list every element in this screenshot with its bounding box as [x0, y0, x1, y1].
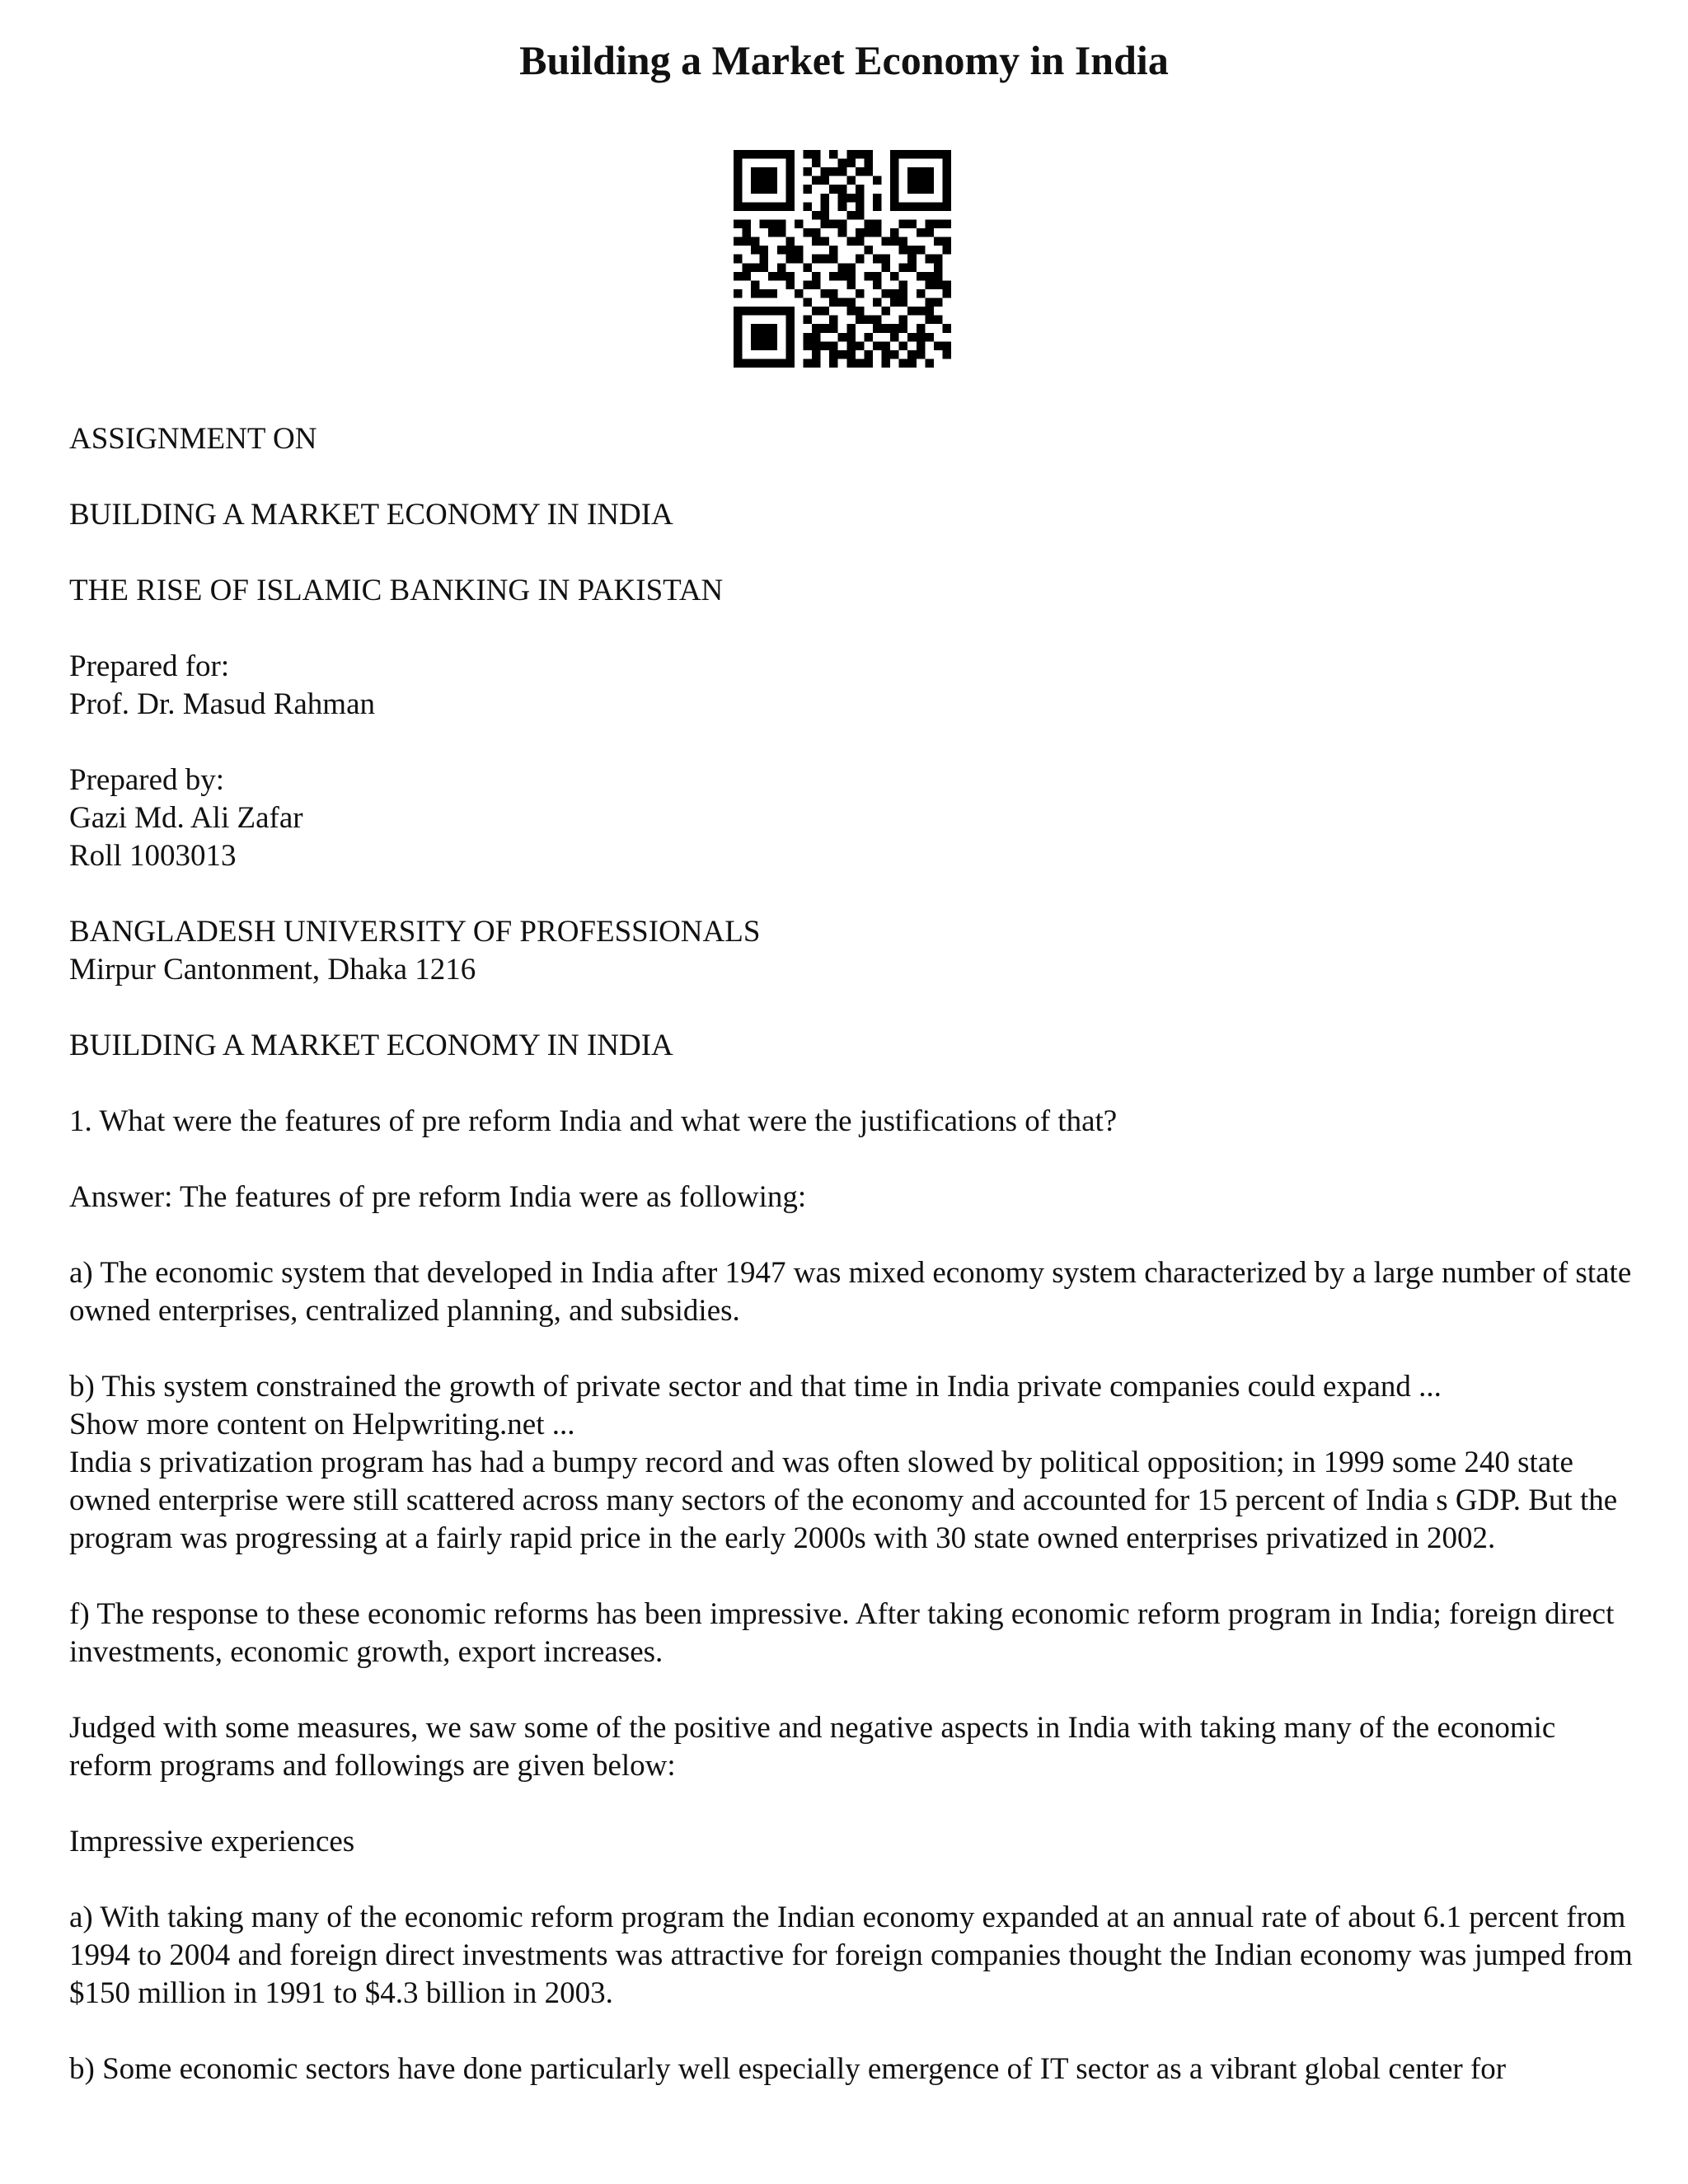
topic-two: THE RISE OF ISLAMIC BANKING IN PAKISTAN: [69, 574, 724, 607]
prepared-for-name: Prof. Dr. Masud Rahman: [69, 687, 375, 721]
question-1: 1. What were the features of pre reform India and what were the justifications of that?: [69, 1104, 1118, 1138]
point-f: f) The response to these economic reforms has been impressive. After taking economic reform program in India; foreign direct investments, economic growth, export increases.: [69, 1597, 1615, 1669]
roll-number: Roll 1003013: [69, 839, 237, 873]
document-title: Building a Market Economy in India: [519, 37, 1169, 83]
university-name: BANGLADESH UNIVERSITY OF PROFESSIONALS: [69, 915, 761, 949]
point-b-block: [69, 1368, 1635, 1558]
impressive-a: a) With taking many of the economic reform program the Indian economy expanded at an annual rate of about 6.1 percent from 1994 to 2004 and foreign direct investments was attractive for foreign companies thought the Indian economy was jumped from $150 million in 1991 to $4.3 billion in 2003.: [69, 1900, 1633, 2010]
prepared-for-block: [69, 648, 1635, 724]
assignment-on: ASSIGNMENT ON: [69, 422, 317, 456]
privatization-paragraph: India s privatization program has had a bumpy record and was often slowed by political opposition; in 1999 some 240 state owned enterprise were still scattered across many sectors of the economy and accounted for 15 percent of India s GDP. But the program was progressing at a fairly rapid price in the early 2000s with 30 state owned enterprises privatized in 2002.: [69, 1446, 1618, 1555]
point-b: b) This system constrained the growth of private sector and that time in India private companies could expand ...: [69, 1370, 1442, 1404]
university-address: Mirpur Cantonment, Dhaka 1216: [69, 953, 476, 987]
show-more-link[interactable]: Show more content on Helpwriting.net ...: [69, 1408, 575, 1441]
answer-intro: Answer: The features of pre reform India were as following:: [69, 1180, 807, 1214]
section-heading: BUILDING A MARKET ECONOMY IN INDIA: [69, 1029, 673, 1062]
impressive-heading: Impressive experiences: [69, 1825, 355, 1858]
prepared-by-name: Gazi Md. Ali Zafar: [69, 801, 303, 835]
document-body: [69, 420, 1635, 2088]
qr-code: [734, 150, 951, 368]
university-block: [69, 913, 1635, 989]
impressive-b: b) Some economic sectors have done particularly well especially emergence of IT sector as a vibrant global center for: [69, 2052, 1507, 2086]
point-a: a) The economic system that developed in India after 1947 was mixed economy system characterized by a large number of state owned enterprises, centralized planning, and subsidies.: [69, 1256, 1632, 1328]
judged-paragraph: Judged with some measures, we saw some of the positive and negative aspects in India with taking many of the economic reform programs and followings are given below:: [69, 1711, 1556, 1783]
prepared-for-label: Prepared for:: [69, 649, 230, 683]
topic-one: BUILDING A MARKET ECONOMY IN INDIA: [69, 498, 673, 532]
prepared-by-label: Prepared by:: [69, 763, 225, 797]
prepared-by-block: [69, 762, 1635, 875]
